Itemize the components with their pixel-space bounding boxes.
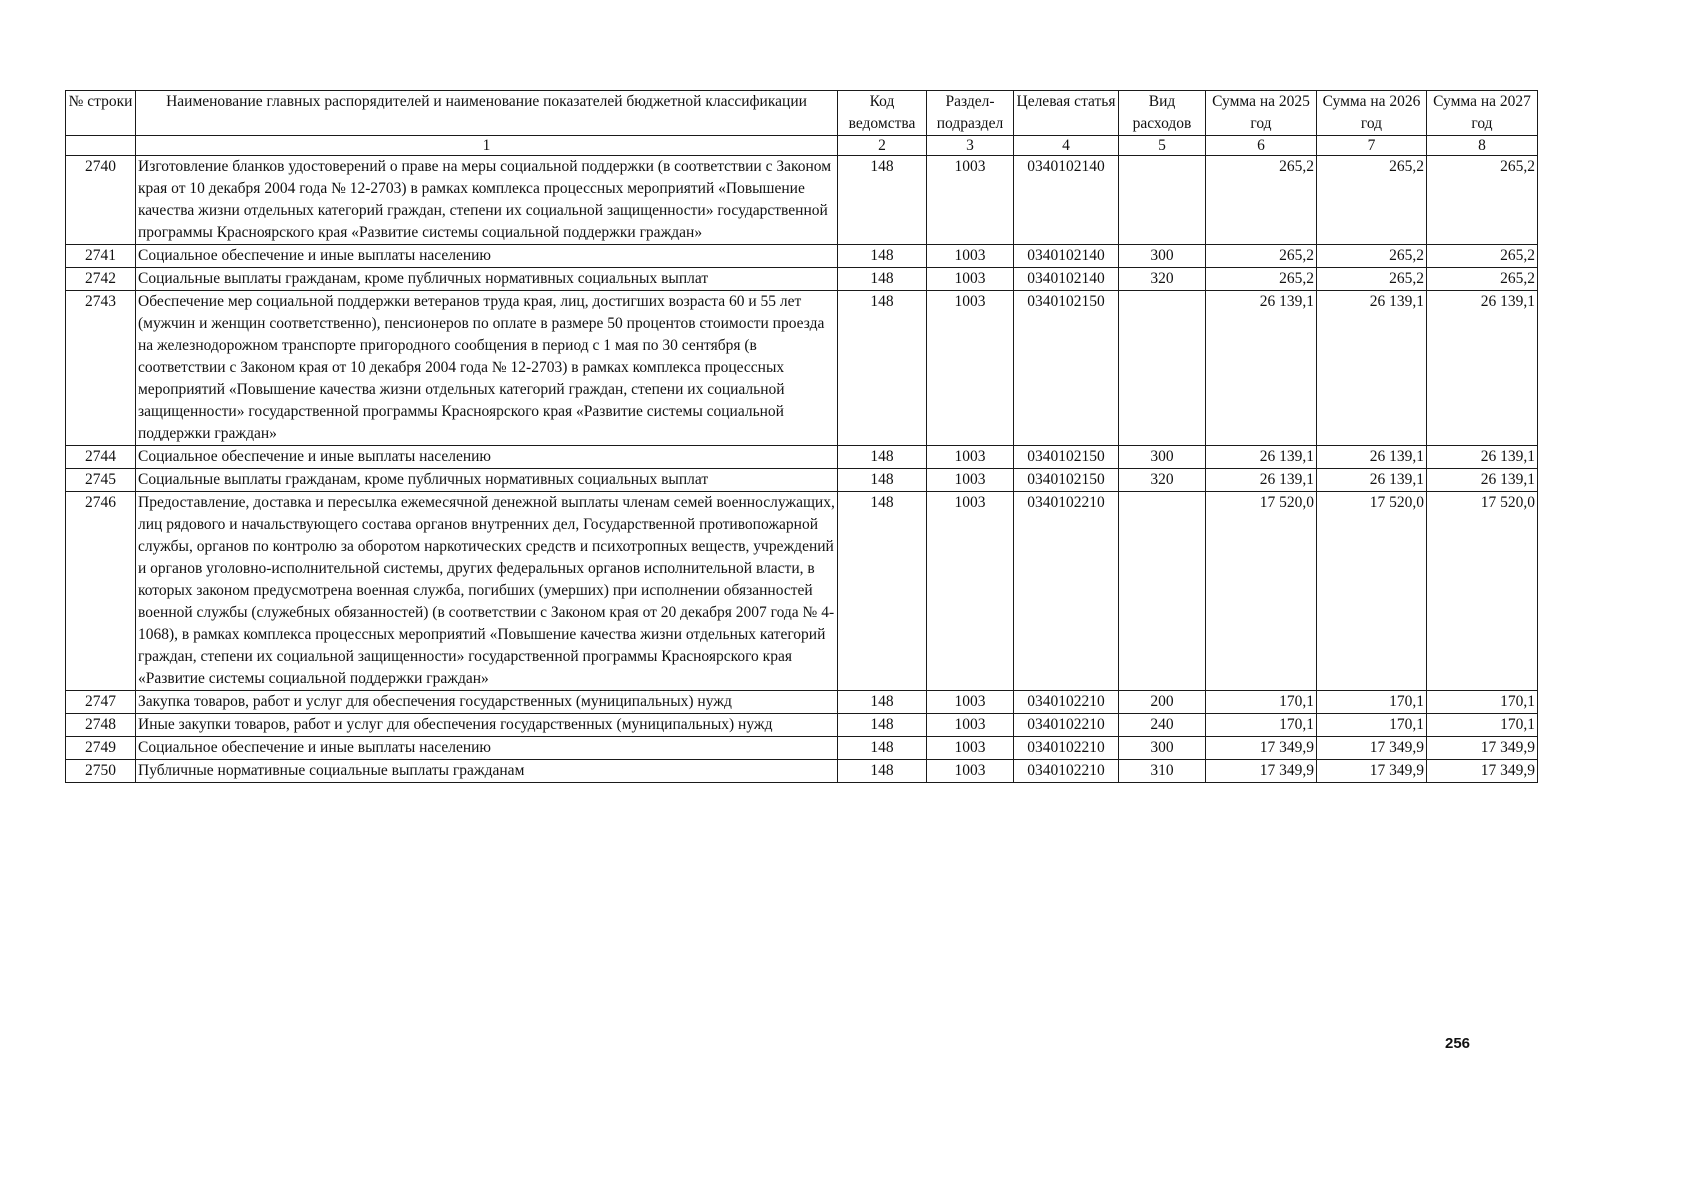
header-cell: Наименование главных распорядителей и наименование показателей бюджетной классификации [136, 91, 838, 136]
sum-2027-cell: 265,2 [1427, 268, 1538, 291]
sum-2027-cell: 170,1 [1427, 714, 1538, 737]
column-number: 4 [1014, 136, 1119, 156]
sum-2026-cell: 26 139,1 [1317, 446, 1427, 469]
sum-2027-cell: 26 139,1 [1427, 291, 1538, 446]
table-row [66, 268, 1538, 291]
target-article-cell: 0340102150 [1014, 446, 1119, 469]
sum-2025-cell: 265,2 [1206, 268, 1317, 291]
expense-type-cell [1119, 492, 1206, 691]
expense-type-cell: 240 [1119, 714, 1206, 737]
target-article-cell: 0340102210 [1014, 714, 1119, 737]
table-row [66, 469, 1538, 492]
dept-code-cell: 148 [838, 469, 927, 492]
row-number-cell: 2742 [66, 268, 136, 291]
sum-2026-cell: 170,1 [1317, 691, 1427, 714]
dept-code-cell: 148 [838, 291, 927, 446]
row-number-cell: 2747 [66, 691, 136, 714]
sum-2025-cell: 170,1 [1206, 714, 1317, 737]
row-name-cell: Публичные нормативные социальные выплаты гражданам [136, 760, 838, 783]
row-name-cell: Социальные выплаты гражданам, кроме публичных нормативных социальных выплат [136, 268, 838, 291]
section-code-cell: 1003 [927, 714, 1014, 737]
section-code-cell: 1003 [927, 691, 1014, 714]
expense-type-cell: 200 [1119, 691, 1206, 714]
dept-code-cell: 148 [838, 760, 927, 783]
dept-code-cell: 148 [838, 691, 927, 714]
target-article-cell: 0340102210 [1014, 760, 1119, 783]
expense-type-cell: 320 [1119, 268, 1206, 291]
sum-2026-cell: 17 349,9 [1317, 737, 1427, 760]
section-code-cell: 1003 [927, 737, 1014, 760]
column-number: 7 [1317, 136, 1427, 156]
sum-2025-cell: 17 349,9 [1206, 760, 1317, 783]
section-code-cell: 1003 [927, 245, 1014, 268]
column-number [66, 136, 136, 156]
row-name-cell: Социальные выплаты гражданам, кроме публичных нормативных социальных выплат [136, 469, 838, 492]
sum-2027-cell: 17 349,9 [1427, 760, 1538, 783]
target-article-cell: 0340102210 [1014, 691, 1119, 714]
section-code-cell: 1003 [927, 469, 1014, 492]
dept-code-cell: 148 [838, 714, 927, 737]
table-row [66, 245, 1538, 268]
sum-2027-cell: 265,2 [1427, 245, 1538, 268]
row-number-cell: 2740 [66, 156, 136, 245]
sum-2025-cell: 265,2 [1206, 245, 1317, 268]
section-code-cell: 1003 [927, 492, 1014, 691]
column-number: 1 [136, 136, 838, 156]
column-number: 3 [927, 136, 1014, 156]
row-number-cell: 2748 [66, 714, 136, 737]
page-number: 256 [1445, 1035, 1471, 1052]
row-name-cell: Предоставление, доставка и пересылка ежемесячной денежной выплаты членам семей военнослужащих, лиц рядового и начальствующего состава органов внутренних дел, Государственной противопожарной службы, органов по контролю за оборотом наркотических средств и психотропных веществ, учреждений и органов уголовно-исполнительной системы, других федеральных органов исполнительной власти, в которых законом предусмотрена военная служба, погибших (умерших) при исполнении обязанностей военной службы (служебных обязанностей) (в соответствии с Законом края от 20 декабря 2007 года № 4-1068), в рамках комплекса процессных мероприятий «Повышение качества жизни отдельных категорий граждан, степени их социальной защищенности» государственной программы Красноярского края «Развитие системы социальной поддержки граждан» [136, 492, 838, 691]
sum-2026-cell: 26 139,1 [1317, 291, 1427, 446]
sum-2026-cell: 26 139,1 [1317, 469, 1427, 492]
target-article-cell: 0340102140 [1014, 268, 1119, 291]
dept-code-cell: 148 [838, 245, 927, 268]
table-body [66, 156, 1538, 783]
row-name-cell: Социальное обеспечение и иные выплаты населению [136, 245, 838, 268]
sum-2027-cell: 17 520,0 [1427, 492, 1538, 691]
column-number: 5 [1119, 136, 1206, 156]
sum-2025-cell: 17 520,0 [1206, 492, 1317, 691]
expense-type-cell: 300 [1119, 245, 1206, 268]
table-header [66, 91, 1538, 156]
row-name-cell: Изготовление бланков удостоверений о праве на меры социальной поддержки (в соответствии с Законом края от 10 декабря 2004 года № 12-2703) в рамках комплекса процессных мероприятий «Повышение качества жизни отдельных категорий граждан, степени их социальной защищенности» государственной программы Красноярского края «Развитие системы социальной поддержки граждан» [136, 156, 838, 245]
table-row [66, 737, 1538, 760]
row-number-cell: 2749 [66, 737, 136, 760]
header-cell: Целевая статья [1014, 91, 1119, 136]
row-number-cell: 2741 [66, 245, 136, 268]
dept-code-cell: 148 [838, 737, 927, 760]
dept-code-cell: 148 [838, 446, 927, 469]
expense-type-cell: 300 [1119, 737, 1206, 760]
dept-code-cell: 148 [838, 156, 927, 245]
header-cell: Сумма на 2025 год [1206, 91, 1317, 136]
table-row [66, 446, 1538, 469]
row-name-cell: Иные закупки товаров, работ и услуг для обеспечения государственных (муниципальных) нужд [136, 714, 838, 737]
header-cell: № строки [66, 91, 136, 136]
target-article-cell: 0340102140 [1014, 156, 1119, 245]
header-cell: Сумма на 2027 год [1427, 91, 1538, 136]
header-cell: Код ведомства [838, 91, 927, 136]
column-number: 6 [1206, 136, 1317, 156]
sum-2027-cell: 265,2 [1427, 156, 1538, 245]
row-number-cell: 2743 [66, 291, 136, 446]
column-number: 8 [1427, 136, 1538, 156]
row-number-cell: 2750 [66, 760, 136, 783]
budget-table [65, 90, 1538, 783]
target-article-cell: 0340102210 [1014, 737, 1119, 760]
sum-2025-cell: 170,1 [1206, 691, 1317, 714]
header-cell: Сумма на 2026 год [1317, 91, 1427, 136]
table-row [66, 156, 1538, 245]
sum-2026-cell: 170,1 [1317, 714, 1427, 737]
header-row [66, 91, 1538, 136]
sum-2027-cell: 26 139,1 [1427, 446, 1538, 469]
section-code-cell: 1003 [927, 156, 1014, 245]
table-row [66, 691, 1538, 714]
row-name-cell: Обеспечение мер социальной поддержки ветеранов труда края, лиц, достигших возраста 60 и 55 лет (мужчин и женщин соответственно), пенсионеров по оплате в размере 50 процентов стоимости проезда на железнодорожном транспорте пригородного сообщения в период с 1 мая по 30 сентября (в соответствии с Законом края от 10 декабря 2004 года № 12-2703) в рамках комплекса процессных мероприятий «Повышение качества жизни отдельных категорий граждан, степени их социальной защищенности» государственной программы Красноярского края «Развитие системы социальной поддержки граждан» [136, 291, 838, 446]
sum-2025-cell: 26 139,1 [1206, 291, 1317, 446]
table-row [66, 291, 1538, 446]
table-row [66, 492, 1538, 691]
sum-2025-cell: 265,2 [1206, 156, 1317, 245]
expense-type-cell: 320 [1119, 469, 1206, 492]
header-cell: Вид расходов [1119, 91, 1206, 136]
section-code-cell: 1003 [927, 446, 1014, 469]
sum-2026-cell: 17 520,0 [1317, 492, 1427, 691]
target-article-cell: 0340102150 [1014, 291, 1119, 446]
sum-2027-cell: 26 139,1 [1427, 469, 1538, 492]
header-cell: Раздел-подраздел [927, 91, 1014, 136]
dept-code-cell: 148 [838, 492, 927, 691]
section-code-cell: 1003 [927, 268, 1014, 291]
sum-2026-cell: 265,2 [1317, 156, 1427, 245]
sum-2025-cell: 17 349,9 [1206, 737, 1317, 760]
expense-type-cell: 300 [1119, 446, 1206, 469]
expense-type-cell: 310 [1119, 760, 1206, 783]
section-code-cell: 1003 [927, 760, 1014, 783]
sum-2027-cell: 170,1 [1427, 691, 1538, 714]
target-article-cell: 0340102150 [1014, 469, 1119, 492]
column-number: 2 [838, 136, 927, 156]
expense-type-cell [1119, 291, 1206, 446]
sum-2026-cell: 17 349,9 [1317, 760, 1427, 783]
sum-2025-cell: 26 139,1 [1206, 446, 1317, 469]
row-name-cell: Социальное обеспечение и иные выплаты населению [136, 737, 838, 760]
target-article-cell: 0340102140 [1014, 245, 1119, 268]
row-name-cell: Закупка товаров, работ и услуг для обеспечения государственных (муниципальных) нужд [136, 691, 838, 714]
table-row [66, 714, 1538, 737]
sum-2026-cell: 265,2 [1317, 245, 1427, 268]
sum-2027-cell: 17 349,9 [1427, 737, 1538, 760]
target-article-cell: 0340102210 [1014, 492, 1119, 691]
sum-2025-cell: 26 139,1 [1206, 469, 1317, 492]
section-code-cell: 1003 [927, 291, 1014, 446]
dept-code-cell: 148 [838, 268, 927, 291]
row-number-cell: 2744 [66, 446, 136, 469]
sum-2026-cell: 265,2 [1317, 268, 1427, 291]
table-row [66, 760, 1538, 783]
row-number-cell: 2746 [66, 492, 136, 691]
expense-type-cell [1119, 156, 1206, 245]
row-number-cell: 2745 [66, 469, 136, 492]
row-name-cell: Социальное обеспечение и иные выплаты населению [136, 446, 838, 469]
column-number-row [66, 136, 1538, 156]
